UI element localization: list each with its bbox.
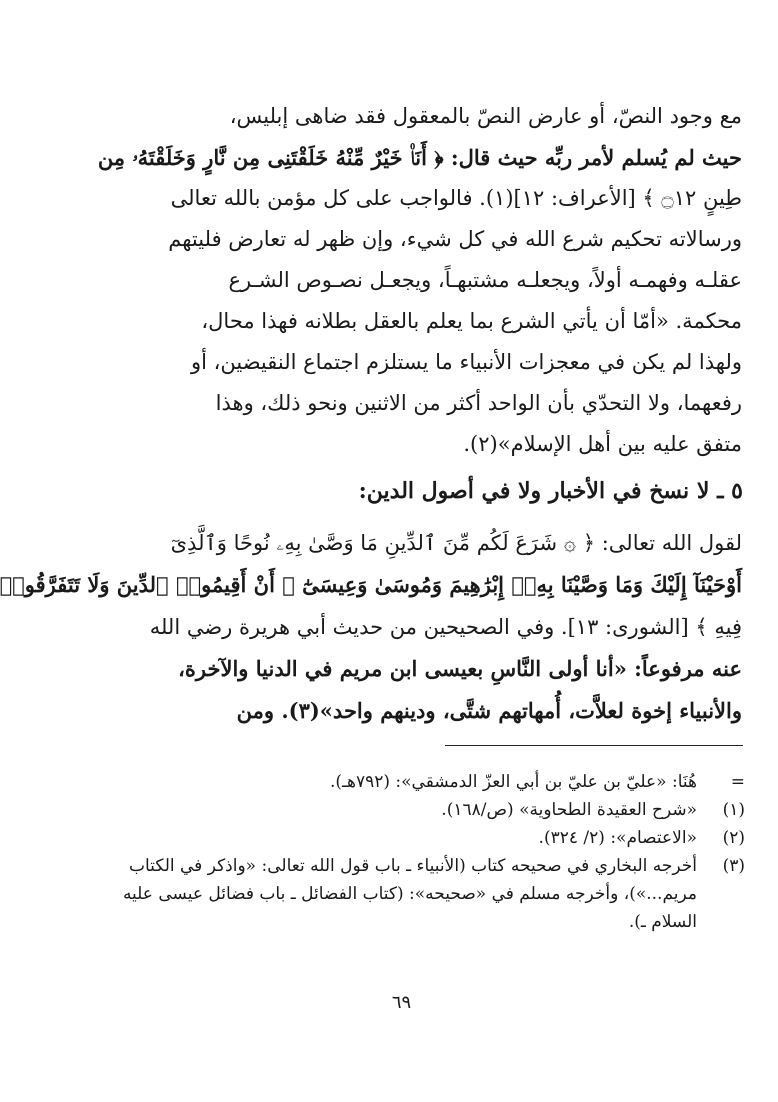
body-line: عقلـه وفهمـه أولاً، ويجعلـه مشتبهـاً، ويجعـل نصـوص الشـرع bbox=[228, 268, 742, 292]
body-line: محكمة. «أمّا أن يأتي الشرع بما يعلم بالعقل بطلانه فهذا محال، bbox=[201, 309, 742, 333]
section-heading bbox=[85, 478, 743, 504]
footnote-number: = bbox=[730, 772, 745, 792]
body-line: أَوْحَيْنَآ إِلَيْكَ وَمَا وَصَّيْنَا بِهِۦٓ إِبْرَٰهِيمَ وَمُوسَىٰ وَعِيسَىٰٓ ۖ أَنْ أَقِيمُوا۟ ٱلدِّينَ وَلَا تَتَفَرَّقُوا۟ bbox=[0, 572, 742, 597]
footnote bbox=[85, 796, 745, 824]
body-line: فِيهِ ﴾ [الشورى: ١٣]. وفي الصحيحين من حديث أبي هريرة رضي الله bbox=[149, 615, 742, 639]
footnote-number: (٢) bbox=[722, 828, 745, 848]
second-paragraph bbox=[0, 522, 742, 732]
body-line: والأنبياء إخوة لعلاَّت، أُمهاتهم شتَّى، ودينهم واحد»(٣). ومن bbox=[236, 698, 742, 723]
body-line: ورسالاته تحكيم شرع الله في كل شيء، وإن ظهر له تعارض فليتهم bbox=[168, 227, 742, 251]
footnotes bbox=[85, 768, 745, 936]
body-line: رفعهما، ولا التحدّي بأن الواحد أكثر من الاثنين ونحو ذلك، وهذا bbox=[215, 391, 742, 415]
body-line: مع وجود النصّ، أو عارض النصّ بالمعقول فقد ضاهى إبليس، bbox=[229, 104, 742, 128]
body-line: ولهذا لم يكن في معجزات الأنبياء ما يستلزم اجتماع النقيضين، أو bbox=[190, 350, 742, 374]
body-line: حيث لم يُسلم لأمر ربِّه حيث قال: ﴿ أَنَا۠ خَيْرٌ مِّنْهُ خَلَقْتَنِى مِن نَّارٍ وَخَلَقْتَهُۥ مِن bbox=[97, 145, 742, 170]
footnote-divider bbox=[445, 745, 743, 746]
footnote-number: (١) bbox=[722, 800, 745, 820]
footnote-text: «الاعتصام»: (٢/ ٣٢٤). bbox=[538, 828, 697, 848]
page-number: ٦٩ bbox=[391, 992, 412, 1013]
body-line: طِينٍ ۝١٢ ﴾ [الأعراف: ١٢](١). فالواجب على كل مؤمن بالله تعالى bbox=[170, 186, 742, 210]
body-paragraph bbox=[85, 96, 742, 465]
footnote-number: (٣) bbox=[722, 856, 745, 876]
footnote-text: «شرح العقيدة الطحاوية» (ص/١٦٨). bbox=[441, 800, 697, 820]
body-line: لقول الله تعالى: ﴿ ۞ شَرَعَ لَكُم مِّنَ ٱلدِّينِ مَا وَصَّىٰ بِهِۦ نُوحًا وَٱلَّذِىٓ bbox=[170, 531, 742, 555]
section-title: لا نسخ في الأخبار ولا في أصول الدين: bbox=[358, 478, 710, 504]
footnote bbox=[85, 824, 745, 852]
footnote-text: أخرجه البخاري في صحيحه كتاب (الأنبياء ـ باب قول الله تعالى: «واذكر في الكتاب مريم...»)، وأخرجه مسلم في «صحيحه»: (كتاب الفضائل ـ باب فضائل عيسى عليه السلام ـ). bbox=[122, 856, 697, 932]
footnote bbox=[85, 852, 745, 936]
section-number: ٥ ـ bbox=[717, 478, 743, 504]
body-line: عنه مرفوعاً: «أنا أولى النَّاسِ بعيسى ابن مريم في الدنيا والآخرة، bbox=[178, 656, 742, 681]
body-line: متفق عليه بين أهل الإسلام»(٢). bbox=[463, 432, 742, 456]
footnote-text: هُنَا: «عليّ بن عليّ بن أبي العزّ الدمشقي»: (٧٩٢هـ). bbox=[330, 772, 697, 792]
footnote bbox=[85, 768, 745, 796]
